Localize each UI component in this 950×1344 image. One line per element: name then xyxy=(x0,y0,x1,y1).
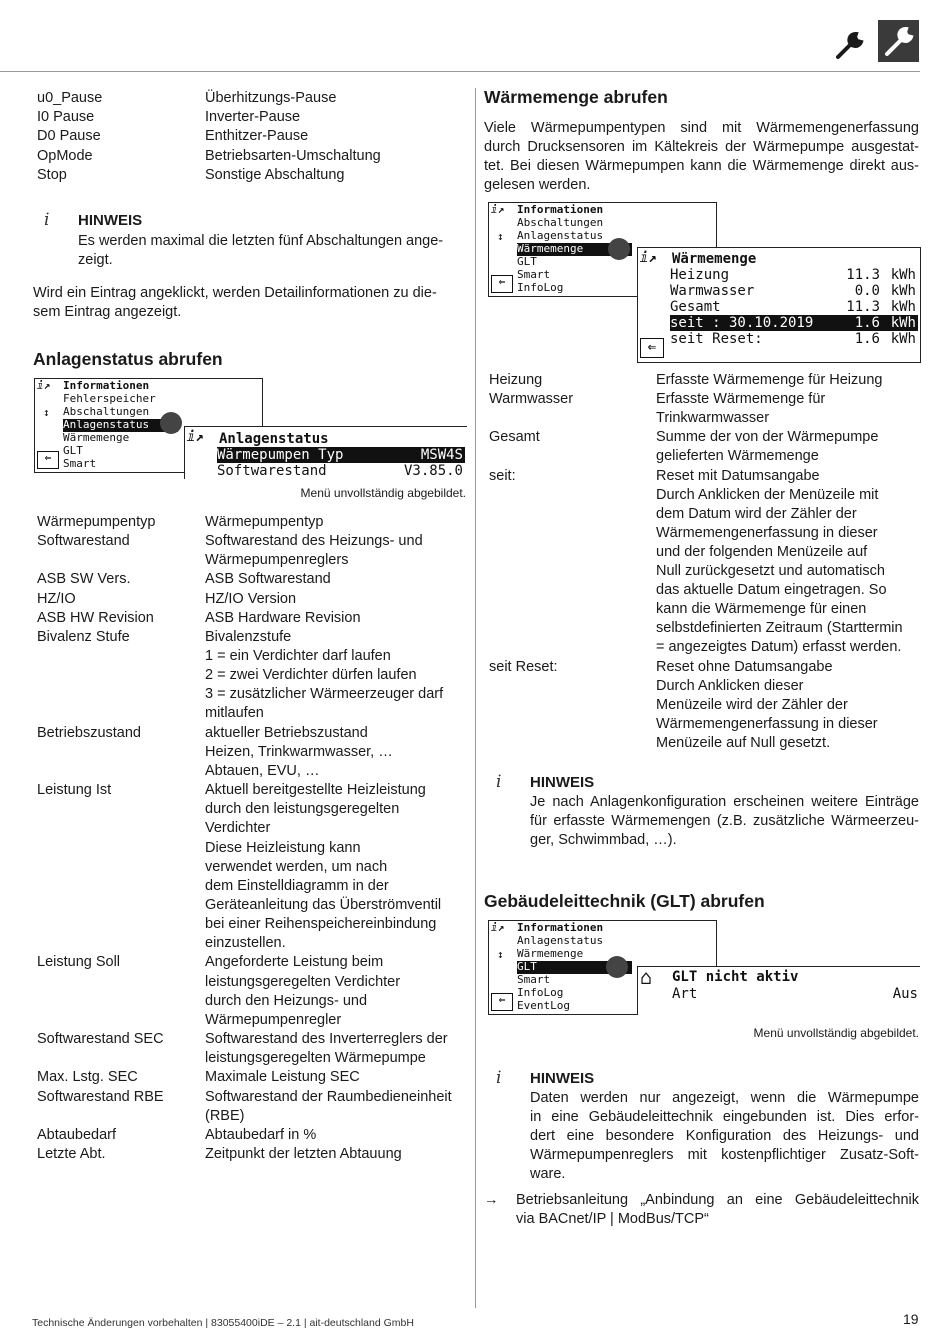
lcd-energy-value: 11.3 xyxy=(846,299,880,315)
table-row-value: Sonstige Abschaltung xyxy=(205,166,345,183)
table-row-value: das aktuelle Datum eingetragen. So xyxy=(656,582,887,599)
table-row-value: verwendet werden, um nach xyxy=(205,858,388,875)
table-row-key: Wärmepumpentyp xyxy=(37,514,156,530)
note3-text: Daten werden nur angezeigt, wenn die Wärmepumpe in eine Gebäudeleittechnik eingebunden ist. Dies erfor- dert eine besondere Konfiguration des Heizungs- und Wärmepumpenreglers mit kostenpflichtiger Zusatz-Soft- ware. xyxy=(530,1090,919,1182)
touch-cursor-icon xyxy=(160,412,182,434)
table-row-key: seit Reset: xyxy=(489,658,558,675)
table-row-value: Erfasste Wärmemenge für xyxy=(656,391,826,408)
table-row-value: Wärmemengenerfassung in dieser xyxy=(656,715,878,732)
table-row-value: durch den Heizungs- und xyxy=(205,992,368,1009)
lcd-anlagenstatus xyxy=(184,426,467,479)
table-row-key: Letzte Abt. xyxy=(37,1145,106,1162)
lcd-glt-row[interactable]: Art Aus xyxy=(672,986,918,1002)
info-wrench-icon: ⅈ↗ xyxy=(187,429,204,445)
table-row-key: Softwarestand xyxy=(37,533,130,550)
table-row-value: Trinkwarmwasser xyxy=(656,410,770,427)
table-row-value: Bivalenzstufe xyxy=(205,628,292,645)
table-row-key: Softwarestand RBE xyxy=(37,1088,164,1105)
building-icon: ⌂ xyxy=(640,966,653,989)
table-row-value: ASB Softwarestand xyxy=(205,571,331,588)
lcd-energy-row[interactable] xyxy=(670,315,918,331)
table-row-value: Summe der von der Wärmepumpe xyxy=(656,429,879,446)
table-row-value: Maximale Leistung SEC xyxy=(205,1069,360,1086)
column-separator xyxy=(475,88,476,1308)
table-row-value: und der folgenden Menüzeile auf xyxy=(656,543,868,560)
table-row-key: I0 Pause xyxy=(37,109,95,126)
lcd-detail-title: Wärmemenge xyxy=(672,251,757,267)
note1-text: Es werden maximal die letzten fünf Abschaltungen ange- zeigt. xyxy=(78,233,444,268)
note3-title: HINWEIS xyxy=(530,1070,595,1087)
table-row-key: D0 Pause xyxy=(37,128,101,145)
lcd-menu-item[interactable]: Smart xyxy=(517,973,551,986)
table-row-value: leistungsgeregelten Wärmepumpe xyxy=(205,1050,426,1067)
lcd-menu-item[interactable]: Fehlerspeicher xyxy=(63,392,156,405)
lcd-waermemenge xyxy=(637,247,921,363)
lcd-detail-row[interactable]: Softwarestand V3.85.0 xyxy=(217,463,463,479)
lcd-menu-item[interactable]: InfoLog xyxy=(517,281,564,294)
lcd-menu-item[interactable]: Wärmemenge xyxy=(517,947,584,960)
table-row-value: einzustellen. xyxy=(205,935,286,952)
info-wrench-icon: ⅈ↗ xyxy=(37,379,51,392)
table-row-value: Wärmepumpenregler xyxy=(205,1011,342,1028)
scroll-arrows-icon: ↕ xyxy=(497,948,504,961)
wrench-icon xyxy=(832,28,866,62)
lcd-energy-unit: kWh xyxy=(890,315,916,331)
back-arrow-icon[interactable]: ⇐ xyxy=(37,451,59,469)
table-row-key: Softwarestand SEC xyxy=(37,1031,164,1048)
table-row-key: HZ/IO xyxy=(37,590,76,607)
table-row-value: Null zurückgesetzt und automatisch xyxy=(656,563,885,579)
lcd-detail-row-selected[interactable]: Wärmepumpen Typ MSW4S xyxy=(217,447,463,463)
table-row-value: HZ/IO Version xyxy=(205,590,297,607)
table-row-value: Aktuell bereitgestellte Heizleistung xyxy=(205,782,426,799)
lcd-energy-value: 11.3 xyxy=(846,267,880,283)
back-arrow-icon[interactable]: ⇐ xyxy=(491,275,513,293)
lcd-energy-label: Heizung xyxy=(670,267,730,283)
lcd-energy-row[interactable] xyxy=(670,283,918,299)
lcd-menu-item[interactable]: Smart xyxy=(63,457,97,470)
table-row-value: Verdichter xyxy=(205,820,271,837)
table-row-value: 2 = zwei Verdichter dürfen laufen xyxy=(205,667,417,684)
lcd-energy-row[interactable] xyxy=(670,267,918,283)
section-title-glt: Gebäudeleittechnik (GLT) abrufen xyxy=(484,891,765,911)
touch-cursor-icon xyxy=(608,238,630,260)
table-row-value: (RBE) xyxy=(205,1107,245,1124)
table-row-key: Leistung Soll xyxy=(37,954,121,971)
table-row-value: Betriebsarten-Umschaltung xyxy=(205,147,381,164)
table-row-value: kann die Wärmemenge für einen xyxy=(656,601,867,618)
lcd-menu-item-selected[interactable]: Anlagenstatus xyxy=(63,419,178,432)
table-row-value: Softwarestand des Heizungs- und xyxy=(205,533,423,550)
table-row-value: selbstdefinierten Zeitraum (Starttermin xyxy=(656,620,903,637)
lcd-energy-label: seit : 30.10.2019 xyxy=(670,315,814,331)
table-row-value: bei einer Reihenspeichereinbindung xyxy=(205,916,437,933)
header-rule xyxy=(0,71,920,72)
lcd-energy-value: 1.6 xyxy=(854,315,880,331)
table-row-value: Überhitzungs-Pause xyxy=(205,90,337,106)
table-row-value: Erfasste Wärmemenge für Heizung xyxy=(656,372,883,388)
section-title-waermemenge: Wärmemenge abrufen xyxy=(484,87,668,107)
table-row-value: Menüzeile wird der Zähler der xyxy=(656,696,848,713)
table-row-key: OpMode xyxy=(37,147,93,164)
table-row-value: Abtauen, EVU, … xyxy=(205,762,320,779)
table-row-key: seit: xyxy=(489,467,516,484)
back-arrow-icon[interactable]: ⇐ xyxy=(640,338,664,358)
info-wrench-icon: ⅈ↗ xyxy=(640,250,657,266)
scroll-arrows-icon: ↕ xyxy=(43,406,50,419)
table-row-value: = angezeigtes Datum) erfasst werden. xyxy=(656,639,902,656)
page-number: 19 xyxy=(903,1311,919,1327)
lcd-detail-title: Anlagenstatus xyxy=(219,431,329,447)
table-row-value: Zeitpunkt der letzten Abtauung xyxy=(205,1145,402,1162)
back-arrow-icon[interactable]: ⇐ xyxy=(491,993,513,1011)
lcd-menu-item[interactable]: InfoLog xyxy=(517,986,564,999)
table-row-value: gelieferten Wärmemenge xyxy=(656,448,819,465)
lcd-energy-unit: kWh xyxy=(890,299,916,315)
table-row-value: Enthitzer-Pause xyxy=(205,128,309,145)
table-row-value: Wärmepumpentyp xyxy=(205,514,324,530)
touch-cursor-icon xyxy=(606,956,628,978)
table-row-key: Warmwasser xyxy=(489,391,574,408)
table-row-value: Abtaubedarf in % xyxy=(205,1126,317,1143)
table-row-value: Durch Anklicken der Menüzeile mit xyxy=(656,486,879,503)
table-row-key: Gesamt xyxy=(489,429,540,446)
lcd-glt xyxy=(637,966,920,1015)
lcd-glt-title: GLT nicht aktiv xyxy=(672,969,799,985)
lcd-menu-item[interactable]: Abschaltungen xyxy=(63,405,150,418)
table-row-key: Bivalenz Stufe xyxy=(37,628,130,645)
lcd-menu-item[interactable]: Anlagenstatus xyxy=(517,229,604,242)
lcd-menu-item[interactable]: Abschaltungen xyxy=(517,216,604,229)
footer-text: Technische Änderungen vorbehalten | 83055400iDE – 2.1 | ait-deutschland GmbH xyxy=(32,1317,414,1329)
lcd-menu-item[interactable]: Anlagenstatus xyxy=(517,934,604,947)
lcd-menu-item-selected[interactable]: Wärmemenge xyxy=(517,243,632,256)
table-row-value: Durch Anklicken dieser xyxy=(656,677,804,694)
lcd-menu-item[interactable]: GLT xyxy=(63,444,83,457)
table-row-value: Angeforderte Leistung beim xyxy=(205,954,384,971)
table-row-value: aktueller Betriebszustand xyxy=(205,724,368,741)
table-row-value: 3 = zusätzlicher Wärmeerzeuger darf xyxy=(205,686,444,703)
reference-arrow-icon: → xyxy=(484,1192,499,1208)
table-row-value: Wärmemengenerfassung in dieser xyxy=(656,524,878,541)
table-row-key: Stop xyxy=(37,166,67,183)
caption-incomplete-menu: Menü unvollständig abgebildet. xyxy=(300,486,466,500)
table-row-value: 1 = ein Verdichter darf laufen xyxy=(205,648,391,665)
table-row-key: Heizung xyxy=(489,372,543,388)
lcd-energy-row[interactable] xyxy=(670,299,918,315)
table-row-key: Leistung Ist xyxy=(37,782,112,799)
lcd-energy-unit: kWh xyxy=(890,283,916,299)
table-row-value: Softwarestand des Inverterreglers der xyxy=(205,1031,448,1048)
table-row-value: durch den leistungsgeregelten xyxy=(205,801,400,818)
table-row-value: mitlaufen xyxy=(205,705,264,722)
lcd-energy-unit: kWh xyxy=(890,267,916,283)
table-row-key: ASB SW Vers. xyxy=(37,571,131,588)
paragraph-detail-info: Wird ein Eintrag angeklickt, werden Detailinformationen zu die- sem Eintrag angezeigt. xyxy=(33,285,437,320)
section-title-anlagenstatus: Anlagenstatus abrufen xyxy=(33,349,223,369)
note1-title: HINWEIS xyxy=(78,212,143,229)
lcd-menu-title: Informationen xyxy=(517,203,604,216)
info-icon: i xyxy=(496,772,502,792)
table-row-key: Betriebszustand xyxy=(37,724,141,741)
lcd-energy-label: Warmwasser xyxy=(670,283,755,299)
lcd-energy-value: 1.6 xyxy=(854,331,880,347)
lcd-menu-title: Informationen xyxy=(517,921,604,934)
table-row-value: Diese Heizleistung kann xyxy=(205,839,361,856)
table-row-value: Heizen, Trinkwarmwasser, … xyxy=(205,743,393,760)
table-row-key: ASB HW Revision xyxy=(37,609,154,626)
reference-text: Betriebsanleitung „Anbindung an eine Gebäudeleittechnik via BACnet/IP | ModBus/TCP“ xyxy=(516,1192,919,1227)
waermemenge-intro: Viele Wärmepumpentypen sind mit Wärmemengenerfassung durch Drucksensoren im Kältekreis der Wärmepumpe ausgestat- tet. Bei diesen Wärmepumpen kann die Wärmemenge direkt aus- gelesen werden. xyxy=(484,120,919,193)
info-wrench-icon: ⅈ↗ xyxy=(491,921,505,934)
table-row-value: Menüzeile auf Null gesetzt. xyxy=(656,734,831,751)
caption-incomplete-menu-2: Menü unvollständig abgebildet. xyxy=(753,1026,919,1040)
table-row-key: Max. Lstg. SEC xyxy=(37,1069,138,1086)
lcd-menu-item-selected[interactable]: GLT xyxy=(517,961,632,974)
table-row-value: dem Datum wird der Zähler der xyxy=(656,505,857,522)
table-row-value: Geräteanleitung das Überströmventil xyxy=(205,896,442,913)
table-row-key: Abtaubedarf xyxy=(37,1126,117,1143)
info-wrench-icon: ⅈ↗ xyxy=(491,203,505,216)
table-row-value: ASB Hardware Revision xyxy=(205,609,361,626)
table-row-value: dem Einstelldiagramm in der xyxy=(205,877,389,894)
table-row-value: Reset ohne Datumsangabe xyxy=(656,658,833,675)
table-row-value: Inverter-Pause xyxy=(205,109,301,126)
info-icon: i xyxy=(496,1068,502,1088)
table-row-value: Reset mit Datumsangabe xyxy=(656,467,820,484)
wrench-boxed-icon xyxy=(878,20,919,62)
lcd-menu-item[interactable]: Smart xyxy=(517,268,551,281)
table-row-key: u0_Pause xyxy=(37,90,103,106)
lcd-energy-unit: kWh xyxy=(890,331,916,347)
scroll-arrows-icon: ↕ xyxy=(497,230,504,243)
table-row-value: Softwarestand der Raumbedieneinheit xyxy=(205,1088,452,1105)
lcd-energy-label: Gesamt xyxy=(670,299,721,315)
lcd-menu-title: Informationen xyxy=(63,379,150,392)
lcd-menu-item[interactable]: EventLog xyxy=(517,999,570,1012)
lcd-energy-label: seit Reset: xyxy=(670,331,763,347)
lcd-energy-value: 0.0 xyxy=(854,283,880,299)
info-icon: i xyxy=(44,210,50,230)
note2-title: HINWEIS xyxy=(530,774,595,791)
table-row-value: leistungsgeregelten Verdichter xyxy=(205,973,401,990)
note2-text: Je nach Anlagenkonfiguration erscheinen weitere Einträge für erfasste Wärmemengen (z.B. zusätzliche Wärmeerzeu- ger, Schwimmbad, …). xyxy=(530,794,919,848)
lcd-energy-row[interactable] xyxy=(670,331,918,347)
lcd-menu-item[interactable]: Wärmemenge xyxy=(63,431,130,444)
table-row-value: Wärmepumpenreglers xyxy=(205,552,349,569)
lcd-menu-item[interactable]: GLT xyxy=(517,255,537,268)
